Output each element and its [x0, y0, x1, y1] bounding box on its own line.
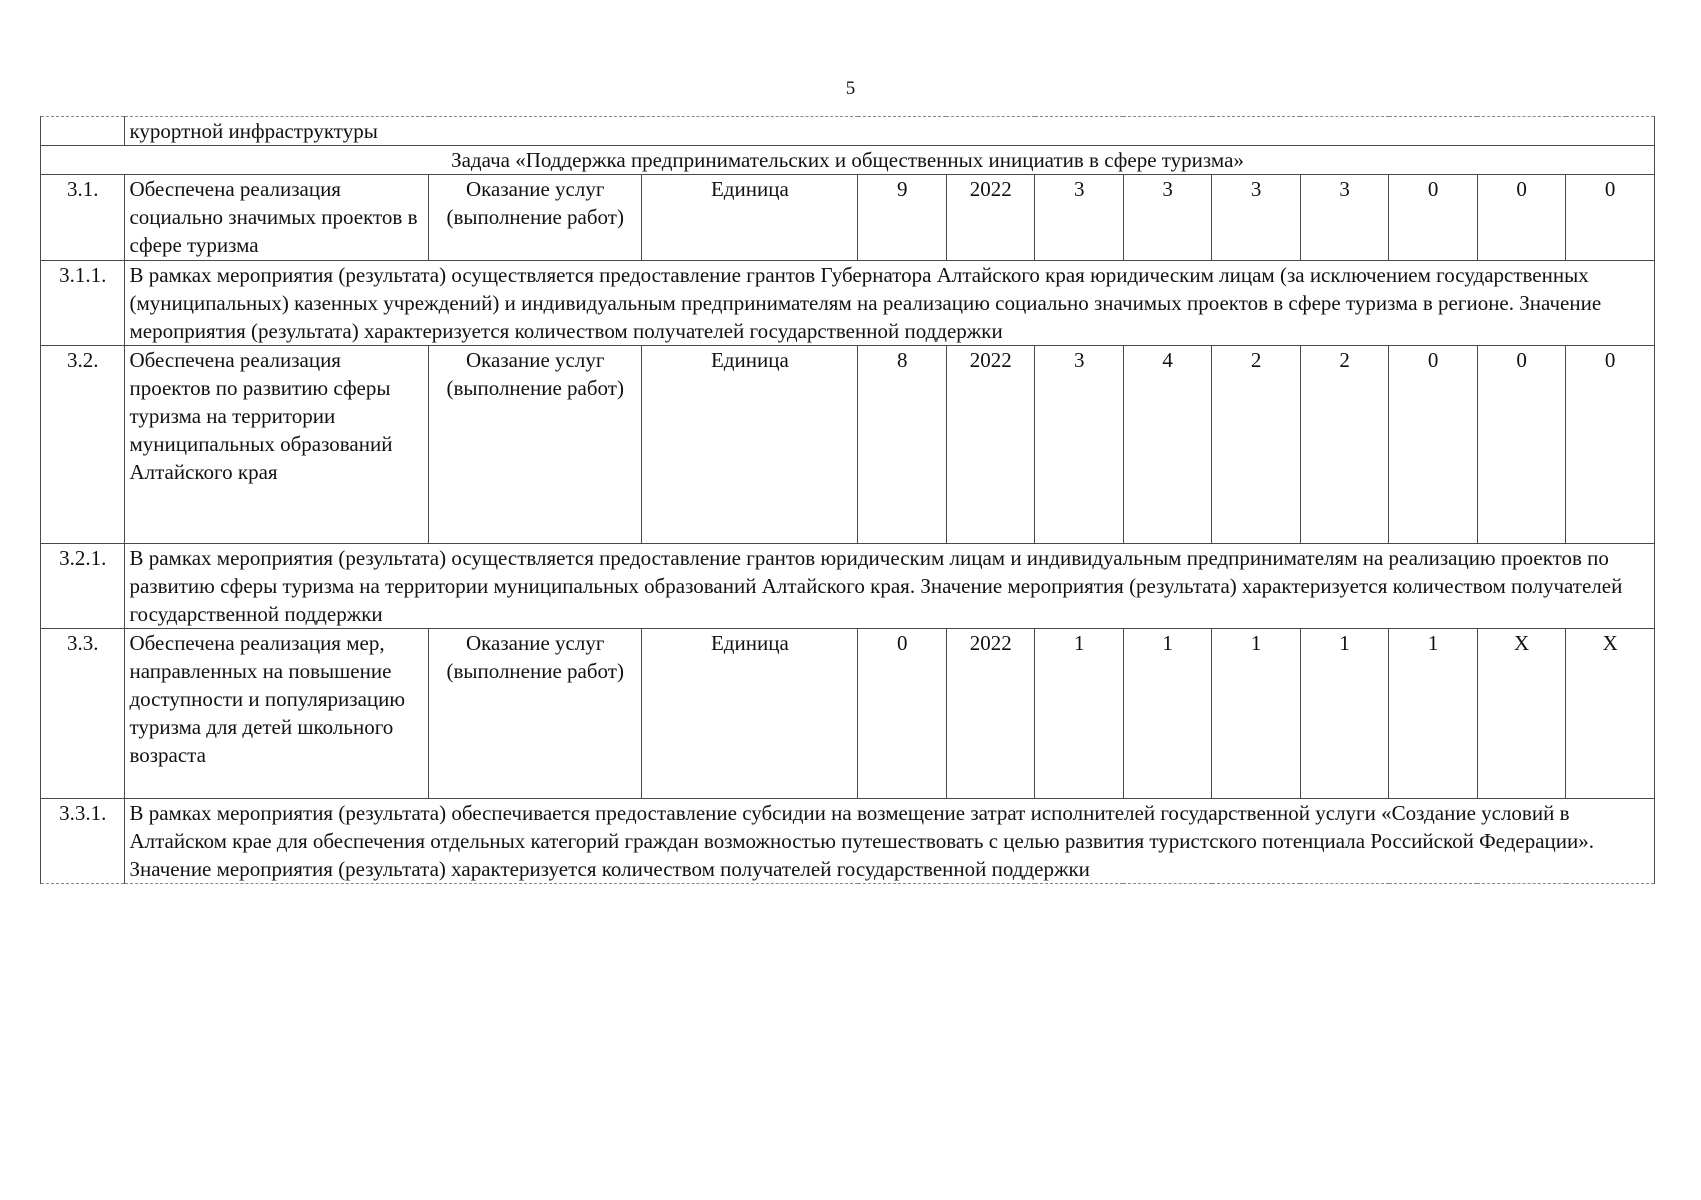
value-cell: 0 [1389, 346, 1477, 544]
row-number: 3.1. [41, 175, 125, 261]
table-row [41, 175, 1655, 261]
value-cell: 4 [1123, 346, 1211, 544]
value-cell: 3 [1123, 175, 1211, 261]
base-value: 9 [858, 175, 946, 261]
value-cell: 0 [1566, 175, 1655, 261]
result-description: В рамках мероприятия (результата) обеспечивается предоставление субсидии на возмещение затрат исполнителей государственной услуги «Создание условий в Алтайском крае для обеспечения отдельных категорий граждан возможностью путешествовать с целью развития туристского потенциала Российской Федерации». Значение мероприятия (результата) характеризуется количеством получателей государственной поддержки [125, 799, 1655, 884]
base-value: 0 [858, 629, 946, 799]
value-cell: 2 [1300, 346, 1388, 544]
value-cell: 3 [1300, 175, 1388, 261]
value-cell: 1 [1035, 629, 1123, 799]
table-row [41, 799, 1655, 884]
page-number: 5 [845, 78, 856, 99]
result-type: Оказание услуг (выполнение работ) [429, 175, 642, 261]
table-row [41, 117, 1655, 146]
row-number: 3.2.1. [41, 544, 125, 629]
table-row [41, 544, 1655, 629]
result-type: Оказание услуг (выполнение работ) [429, 346, 642, 544]
row-number: 3.3. [41, 629, 125, 799]
table-row [41, 629, 1655, 799]
value-cell: 3 [1212, 175, 1300, 261]
value-cell: 1 [1300, 629, 1388, 799]
continuation-text: курортной инфраструктуры [125, 117, 1655, 146]
result-name: Обеспечена реализация мер, направленных на повышение доступности и популяризацию туризма для детей школьного возраста [125, 629, 429, 799]
unit-of-measure: Единица [642, 175, 858, 261]
row-number: 3.3.1. [41, 799, 125, 884]
value-cell: 0 [1566, 346, 1655, 544]
result-description: В рамках мероприятия (результата) осуществляется предоставление грантов Губернатора Алтайского края юридическим лицам (за исключением государственных (муниципальных) казенных учреждений) и индивидуальным предпринимателям на реализацию социально значимых проектов в сфере туризма в регионе. Значение мероприятия (результата) характеризуется количеством получателей государственной поддержки [125, 261, 1655, 346]
base-year: 2022 [946, 629, 1034, 799]
result-description: В рамках мероприятия (результата) осуществляется предоставление грантов юридическим лицам и индивидуальным предпринимателям на реализацию проектов по развитию сферы туризма на территории муниципальных образований Алтайского края. Значение мероприятия (результата) характеризуется количеством получателей государственной поддержки [125, 544, 1655, 629]
base-year: 2022 [946, 175, 1034, 261]
value-cell: 0 [1477, 346, 1565, 544]
result-name: Обеспечена реализация социально значимых проектов в сфере туризма [125, 175, 429, 261]
value-cell: 3 [1035, 175, 1123, 261]
row-number-empty [41, 117, 125, 146]
result-type: Оказание услуг (выполнение работ) [429, 629, 642, 799]
value-cell: 2 [1212, 346, 1300, 544]
table-row [41, 261, 1655, 346]
base-value: 8 [858, 346, 946, 544]
value-cell: X [1477, 629, 1565, 799]
value-cell: 1 [1389, 629, 1477, 799]
value-cell: 0 [1389, 175, 1477, 261]
value-cell: 1 [1212, 629, 1300, 799]
row-number: 3.1.1. [41, 261, 125, 346]
row-number: 3.2. [41, 346, 125, 544]
value-cell: 3 [1035, 346, 1123, 544]
unit-of-measure: Единица [642, 346, 858, 544]
value-cell: 1 [1123, 629, 1211, 799]
table-row [41, 146, 1655, 175]
unit-of-measure: Единица [642, 629, 858, 799]
result-name: Обеспечена реализация проектов по развитию сферы туризма на территории муниципальных образований Алтайского края [125, 346, 429, 544]
value-cell: 0 [1477, 175, 1565, 261]
task-heading: Задача «Поддержка предпринимательских и общественных инициатив в сфере туризма» [41, 146, 1655, 175]
value-cell: X [1566, 629, 1655, 799]
indicators-table [40, 116, 1655, 884]
table-row [41, 346, 1655, 544]
base-year: 2022 [946, 346, 1034, 544]
